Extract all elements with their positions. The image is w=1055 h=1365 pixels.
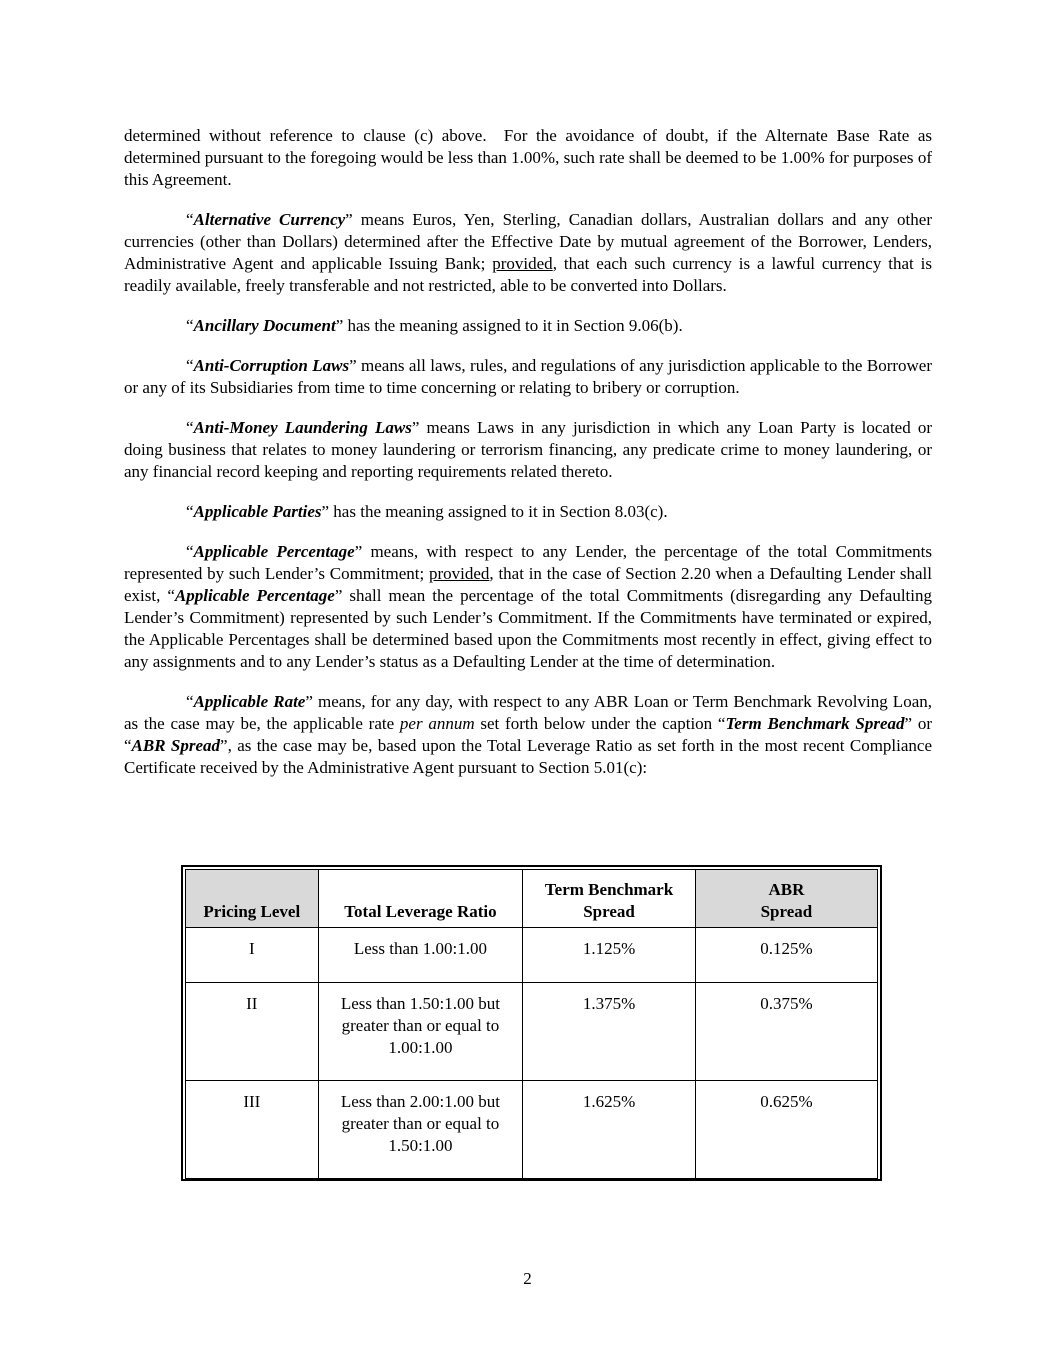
cell-total-leverage-ratio [318,1081,523,1179]
pricing-table [185,869,878,1179]
open-quote: “ [186,210,194,229]
definition-text: set forth below under the caption “ [474,714,726,733]
header-label: Total Leverage Ratio [344,902,497,921]
definition-anti-corruption-laws [124,355,932,399]
document-body [124,125,932,797]
header-label: ABR [768,880,805,899]
header-label: Term Benchmark [544,880,674,899]
paragraph-text: determined without reference to clause (c) above. For the avoidance of doubt, if the Alternate Base Rate as determined pursuant to the foregoing would be less than 1.00%, such rate shall be deemed to be 1.00% for purposes of this Agreement. [124,126,932,189]
definition-text: ” means all laws, rules, and regulations of any jurisdiction applicable to the Borrower or any of its Subsidiaries from time to time concerning or relating to bribery or corruption. [124,356,933,397]
definition-ancillary-document [124,315,932,337]
definition-applicable-percentage [124,541,932,673]
header-pricing-level [186,870,319,928]
cell-pricing-level [186,983,319,1081]
open-quote: “ [186,316,194,335]
cell-text: 0.125% [760,939,813,958]
defined-term: ABR Spread [131,736,221,755]
underlined-provided: provided [428,564,490,583]
definition-alternative-currency [124,209,932,297]
header-term-benchmark-spread [523,870,696,928]
table-row [186,983,878,1081]
cell-abr-spread [695,928,877,983]
cell-text: 0.625% [760,1092,813,1111]
cell-text: 1.50:1.00 [388,1136,453,1155]
cell-total-leverage-ratio [318,928,523,983]
definition-text: ” has the meaning assigned to it in Section 8.03(c). [321,502,668,521]
italic-per-annum: per annum [399,714,475,733]
definition-text: ”, as the case may be, based upon the Total Leverage Ratio as set forth in the most recent Compliance Certificate received by the Administrative Agent pursuant to Section 5.01(c): [124,736,933,777]
cell-text: 1.625% [582,1092,636,1111]
page-number: 2 [523,1269,532,1288]
definition-text: , that in the case of Section 2.20 when a Defaulting Lender shall exist, “ [124,564,932,605]
pricing-table-frame [181,865,882,1181]
defined-term: Alternative Currency [193,210,346,229]
table-row [186,928,878,983]
defined-term: Ancillary Document [193,316,336,335]
definition-text: ” means Euros, Yen, Sterling, Canadian dollars, Australian dollars and any other currencies (other than Dollars) determined after the Effective Date by mutual agreement of the Borrower, Lenders, Administrative Agent and applicable Issuing Bank; [124,210,932,273]
header-total-leverage-ratio [318,870,523,928]
header-abr-spread [695,870,877,928]
cell-text: II [246,994,258,1013]
open-quote: “ [186,692,194,711]
definition-applicable-rate [124,691,932,779]
cell-abr-spread [695,1081,877,1179]
defined-term: Term Benchmark Spread [725,714,905,733]
cell-text: greater than or equal to [341,1016,500,1035]
underlined-provided: provided [492,254,553,273]
cell-text: 0.375% [760,994,813,1013]
cell-pricing-level [186,1081,319,1179]
cell-text: I [248,939,255,958]
defined-term: Applicable Parties [193,502,322,521]
open-quote: “ [186,356,194,375]
cell-pricing-level [186,928,319,983]
cell-text: Less than 1.50:1.00 but [340,994,501,1013]
cell-text: III [243,1092,261,1111]
header-label: Spread [760,902,813,921]
cell-text: greater than or equal to [341,1114,500,1133]
paragraph-abr-continuation [124,125,932,191]
table-row [186,1081,878,1179]
definition-text: ” means, with respect to any Lender, the percentage of the total Commitments represented by such Lender’s Commitment; [124,542,932,583]
open-quote: “ [186,418,194,437]
definition-text: ” means, for any day, with respect to any ABR Loan or Term Benchmark Revolving Loan, as the case may be, the applicable rate [124,692,932,733]
defined-term: Applicable Percentage [193,542,355,561]
definition-anti-money-laundering-laws [124,417,932,483]
cell-text: Less than 2.00:1.00 but [340,1092,501,1111]
cell-text: 1.00:1.00 [388,1038,453,1057]
header-label: Pricing Level [203,902,301,921]
definition-text: ” has the meaning assigned to it in Section 9.06(b). [335,316,683,335]
header-label: Spread [583,902,635,921]
cell-text: Less than 1.00:1.00 [353,939,488,958]
defined-term: Applicable Rate [193,692,306,711]
defined-term: Anti-Corruption Laws [193,356,350,375]
cell-term-benchmark-spread [523,928,696,983]
cell-text: 1.125% [582,939,636,958]
table-header-row [186,870,878,928]
cell-term-benchmark-spread [523,1081,696,1179]
definition-applicable-parties [124,501,932,523]
definition-text: ” shall mean the percentage of the total Commitments (disregarding any Defaulting Lender’s Commitment) represented by such Lender’s Commitment. If the Commitments have terminated or expired, the Applicable Percentages shall be determined based upon the Commitments most recently in effect, giving effect to any assignments and to any Lender’s status as a Defaulting Lender at the time of determination. [124,586,932,671]
open-quote: “ [186,542,194,561]
definition-text: ” or “ [124,714,932,755]
cell-term-benchmark-spread [523,983,696,1081]
cell-text: 1.375% [582,994,636,1013]
definition-text: ” means Laws in any jurisdiction in which any Loan Party is located or doing business that relates to money laundering or terrorism financing, any predicate crime to money laundering, or any financial record keeping and reporting requirements related thereto. [124,418,932,481]
definition-text: , that each such currency is a lawful currency that is readily available, freely transferable and not restricted, able to be converted into Dollars. [124,254,932,295]
defined-term: Anti-Money Laundering Laws [193,418,412,437]
open-quote: “ [186,502,194,521]
cell-total-leverage-ratio [318,983,523,1081]
cell-abr-spread [695,983,877,1081]
defined-term: Applicable Percentage [174,586,335,605]
